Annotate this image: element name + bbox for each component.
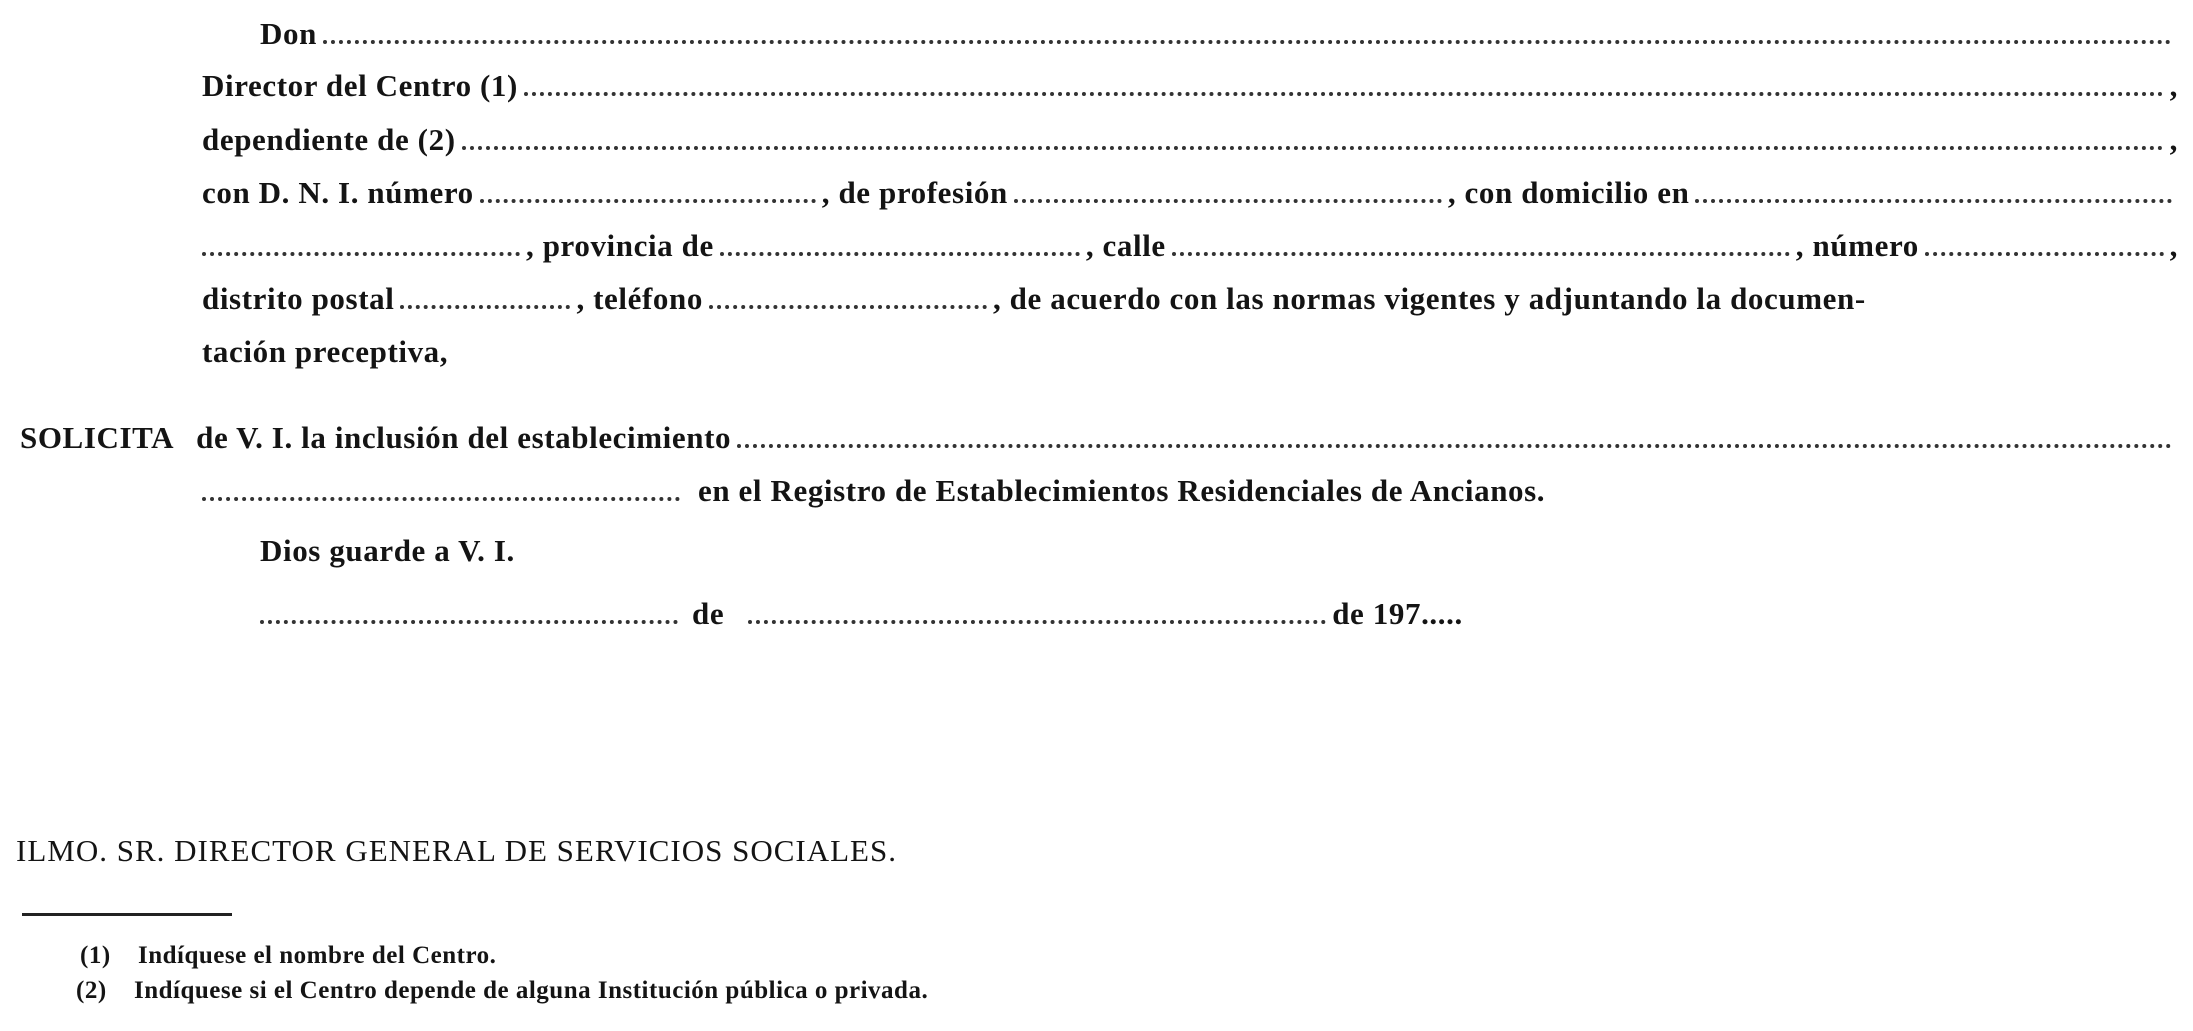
calle-field[interactable] — [1172, 248, 1790, 256]
comma: , — [2169, 228, 2178, 263]
establecimiento-field[interactable] — [737, 440, 2172, 448]
provincia-label: , provincia de — [526, 228, 714, 263]
line-dependiente — [202, 122, 2178, 158]
calle-label: , calle — [1085, 228, 1166, 263]
footnote-2 — [76, 977, 928, 1005]
centro-field[interactable] — [524, 88, 2164, 96]
profesion-label: , de profesión — [821, 175, 1008, 210]
don-field[interactable] — [323, 36, 2172, 44]
telefono-label: , teléfono — [576, 281, 703, 316]
dios-guarde-text: Dios guarde a V. I. — [260, 533, 515, 568]
footnote-1 — [80, 942, 496, 970]
distrito-field[interactable] — [400, 301, 570, 309]
line-director — [202, 68, 2178, 104]
fecha-de-2: de 197 — [1332, 596, 1422, 631]
domicilio-field-cont[interactable] — [202, 248, 520, 256]
dni-field[interactable] — [480, 195, 816, 203]
line-don — [260, 16, 2178, 52]
footnote-1-number: (1) — [80, 942, 111, 969]
don-label: Don — [260, 16, 317, 51]
line-distrito — [202, 281, 2178, 317]
acuerdo-text: , de acuerdo con las normas vigentes y adjuntando la documen- — [992, 281, 1866, 316]
footnote-1-text: Indíquese el nombre del Centro. — [138, 942, 497, 969]
addressee — [16, 833, 897, 869]
profesion-field[interactable] — [1014, 195, 1442, 203]
provincia-field[interactable] — [720, 248, 1080, 256]
registro-text: en el Registro de Establecimientos Residenciales de Ancianos. — [698, 473, 1546, 508]
line-solicita — [20, 420, 2178, 456]
solicita-label: SOLICITA — [20, 420, 175, 455]
footnote-2-text: Indíquese si el Centro depende de alguna Institución pública o privada. — [134, 977, 929, 1004]
comma: , — [2169, 68, 2178, 103]
distrito-label: distrito postal — [202, 281, 395, 316]
footnote-2-number: (2) — [76, 977, 107, 1004]
line-provincia — [202, 228, 2178, 264]
dependiente-label: dependiente de (2) — [202, 122, 456, 157]
footnote-rule — [22, 913, 232, 916]
addressee-text: ILMO. SR. DIRECTOR GENERAL DE SERVICIOS SOCIALES. — [16, 833, 897, 868]
line-registro — [202, 473, 1545, 509]
year-field[interactable]: ..... — [1421, 596, 1463, 631]
domicilio-label: , con domicilio en — [1447, 175, 1690, 210]
dni-label: con D. N. I. número — [202, 175, 474, 210]
director-label: Director del Centro (1) — [202, 68, 518, 103]
acuerdo-end-text: tación preceptiva, — [202, 334, 449, 369]
numero-field[interactable] — [1925, 248, 2164, 256]
dependiente-field[interactable] — [462, 142, 2164, 150]
line-dni — [202, 175, 2178, 211]
comma: , — [2169, 122, 2178, 157]
telefono-field[interactable] — [709, 301, 987, 309]
solicita-text: de V. I. la inclusión del establecimiento — [196, 420, 732, 455]
fecha-de-1: de — [692, 596, 725, 631]
numero-label: , número — [1795, 228, 1919, 263]
line-dios-guarde — [260, 533, 515, 569]
line-fecha — [260, 596, 1463, 632]
lugar-field[interactable] — [260, 616, 678, 624]
mes-field[interactable] — [748, 616, 1326, 624]
line-preceptiva — [202, 334, 448, 370]
establecimiento-field-cont[interactable] — [202, 493, 680, 501]
domicilio-field[interactable] — [1695, 195, 2172, 203]
